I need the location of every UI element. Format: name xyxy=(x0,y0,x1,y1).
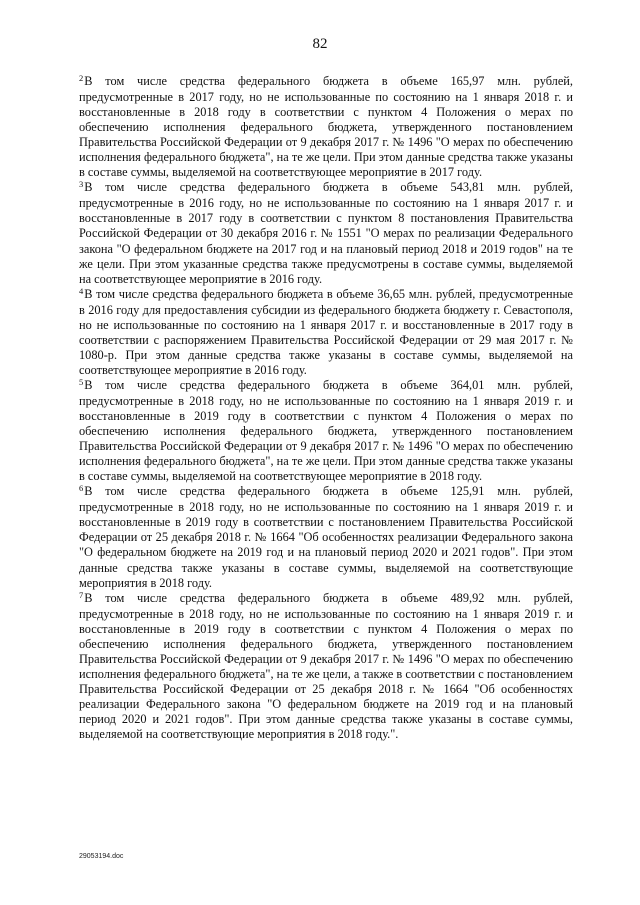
footnote-text: В том числе средства федерального бюджета в объеме 489,92 млн. рублей, предусмотренные в 2018 году, но не использованные по состоянию на 1 января 2019 г. и восстановленные в 2019 году в соответствии с пунктом 4 Положения о мерах по обеспечению исполнения федерального бюджета, утвержденного постановлением Правительства Российской Федерации от 9 декабря 2017 г. № 1496 "О мерах по обеспечению исполнения федерального бюджета", на те же цели, а также в соответствии с постановлением Правительства Российской Федерации от 25 декабря 2018 г. № 1664 "Об особенностях реализации Федерального закона "О федеральном бюджете на 2019 год и на плановый период 2020 и 2021 годов". При этом данные средства также указаны в составе суммы, выделяемой на соответствующие мероприятия в 2018 году.". xyxy=(79,590,573,742)
footnote-3 xyxy=(79,180,573,286)
footnote-7 xyxy=(79,591,573,742)
footnote-text: В том числе средства федерального бюджета в объеме 364,01 млн. рублей, предусмотренные в 2018 году, но не использованные по состоянию на 1 января 2019 г. и восстановленные в 2019 году в соответствии с пунктом 4 Положения о мерах по обеспечению исполнения федерального бюджета, утвержденного постановлением Правительства Российской Федерации от 9 декабря 2017 г. № 1496 "О мерах по обеспечению исполнения федерального бюджета", на те же цели. При этом данные средства также указаны в составе суммы, выделяемой на соответствующее мероприятие в 2018 году. xyxy=(79,377,573,484)
footnotes-section xyxy=(79,74,573,742)
footnote-marker: 5 xyxy=(79,376,84,387)
footnote-4 xyxy=(79,287,573,378)
footnote-marker: 4 xyxy=(79,285,84,296)
footnote-marker: 7 xyxy=(79,589,84,600)
footnote-6 xyxy=(79,484,573,590)
footnote-text: В том числе средства федерального бюджета в объеме 125,91 млн. рублей, предусмотренные в 2018 году, но не использованные по состоянию на 1 января 2019 г. и восстановленные в 2019 году в соответствии с постановлением Правительства Российской Федерации от 25 декабря 2018 г. № 1664 "Об особенностях реализации Федерального закона "О федеральном бюджете на 2019 год и на плановый период 2020 и 2021 годов". При этом данные средства также указаны в составе суммы, выделяемой на соответствующие мероприятия в 2018 году. xyxy=(79,484,573,590)
footnote-2 xyxy=(79,74,573,180)
footnote-5 xyxy=(79,378,573,484)
footnote-text: В том числе средства федерального бюджета в объеме 36,65 млн. рублей, предусмотренные в 2016 году для предоставления субсидии из федерального бюджета бюджету г. Севастополя, но не использованные по состоянию на 1 января 2017 г. и восстановленные в 2017 году в соответствии с распоряжением Правительства Российской Федерации от 29 мая 2017 г. № 1080-р. При этом данные средства также указаны в составе суммы, выделяемой на соответствующее мероприятие в 2016 году. xyxy=(79,286,573,377)
footnote-marker: 2 xyxy=(79,73,84,83)
footnote-text: В том числе средства федерального бюджета в объеме 165,97 млн. рублей, предусмотренные в 2017 году, но не использованные по состоянию на 1 января 2018 г. и восстановленные в 2018 году в соответствии с пунктом 4 Положения о мерах по обеспечению исполнения федерального бюджета, утвержденного постановлением Правительства Российской Федерации от 9 декабря 2017 г. № 1496 "О мерах по обеспечению исполнения федерального бюджета", на те же цели. При этом данные средства также указаны в составе суммы, выделяемой на соответствующее мероприятие в 2017 году. xyxy=(79,74,573,180)
document-id: 29053194.doc xyxy=(79,853,124,860)
footnote-marker: 6 xyxy=(79,483,84,494)
footnote-marker: 3 xyxy=(79,179,84,190)
footnote-text: В том числе средства федерального бюджета в объеме 543,81 млн. рублей, предусмотренные в 2016 году, но не использованные по состоянию на 1 января 2017 г. и восстановленные в 2017 году в соответствии с пунктом 8 постановления Правительства Российской Федерации от 30 декабря 2016 г. № 1551 "О мерах по реализации Федерального закона "О федеральном бюджете на 2017 год и на плановый период 2018 и 2019 годов" на те же цели. При этом указанные средства также предусмотрены в составе суммы, выделяемой на соответствующее мероприятие в 2016 году. xyxy=(79,180,573,286)
page-number: 82 xyxy=(312,36,328,52)
